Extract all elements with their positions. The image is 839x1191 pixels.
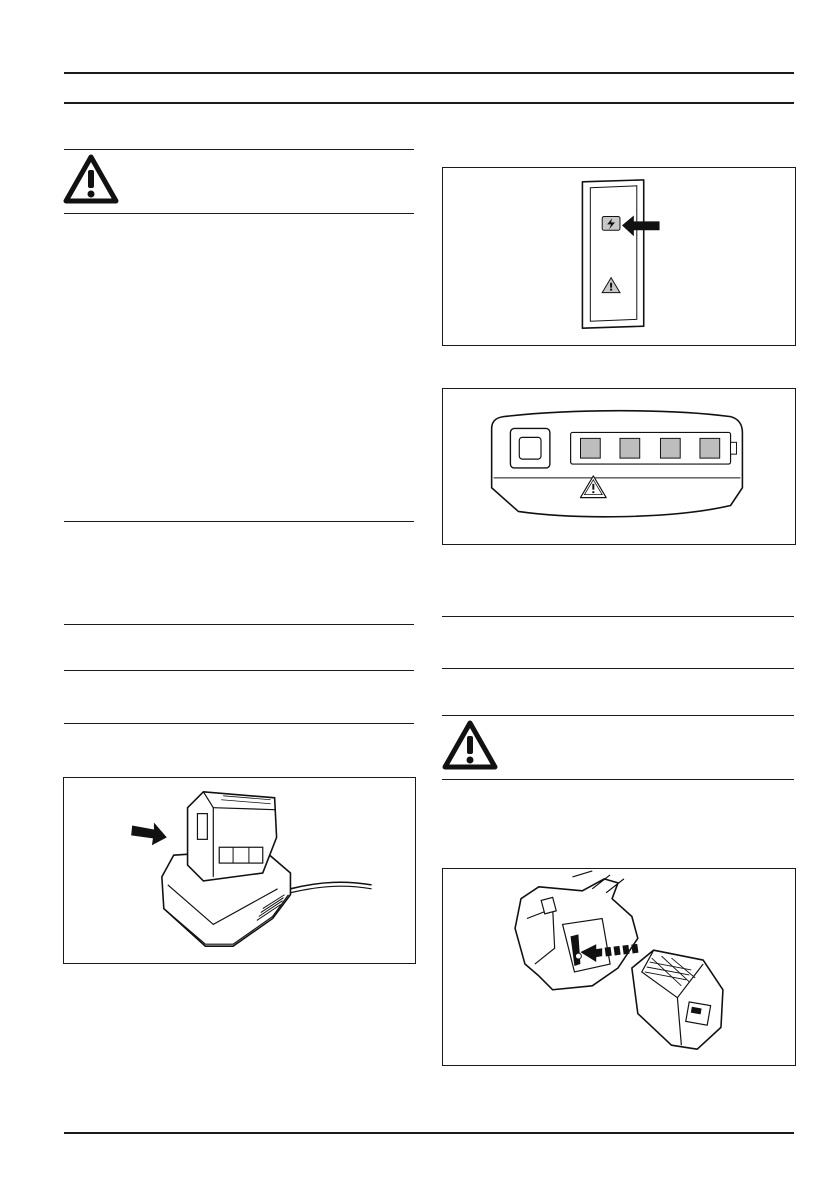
section-rule <box>442 668 794 669</box>
figure-battery-on-charger <box>63 777 416 964</box>
power-button-icon <box>510 428 549 467</box>
header-rule-bottom <box>64 102 794 104</box>
insert-arrow-icon <box>131 823 167 846</box>
section-rule <box>64 213 414 214</box>
warning-triangle-icon <box>62 153 120 205</box>
figure-insert-battery-into-tool <box>442 868 796 1066</box>
section-rule <box>64 670 414 671</box>
section-rule <box>64 149 414 150</box>
section-rule <box>442 715 794 716</box>
charge-icon <box>602 216 620 230</box>
section-rule <box>442 779 794 780</box>
footer-rule <box>64 1132 794 1134</box>
section-rule <box>442 616 794 617</box>
figure-battery-level-indicator <box>442 388 796 545</box>
charger-illustration <box>64 778 415 963</box>
insert-battery-illustration <box>443 869 795 1065</box>
section-rule <box>64 521 414 522</box>
status-panel-illustration <box>443 168 795 345</box>
header-rule-top <box>64 72 794 74</box>
figure-charge-status-panel <box>442 167 796 346</box>
section-rule <box>64 723 414 724</box>
warning-triangle-icon <box>441 719 499 771</box>
section-rule <box>64 624 414 625</box>
battery-indicator-illustration <box>443 389 795 544</box>
